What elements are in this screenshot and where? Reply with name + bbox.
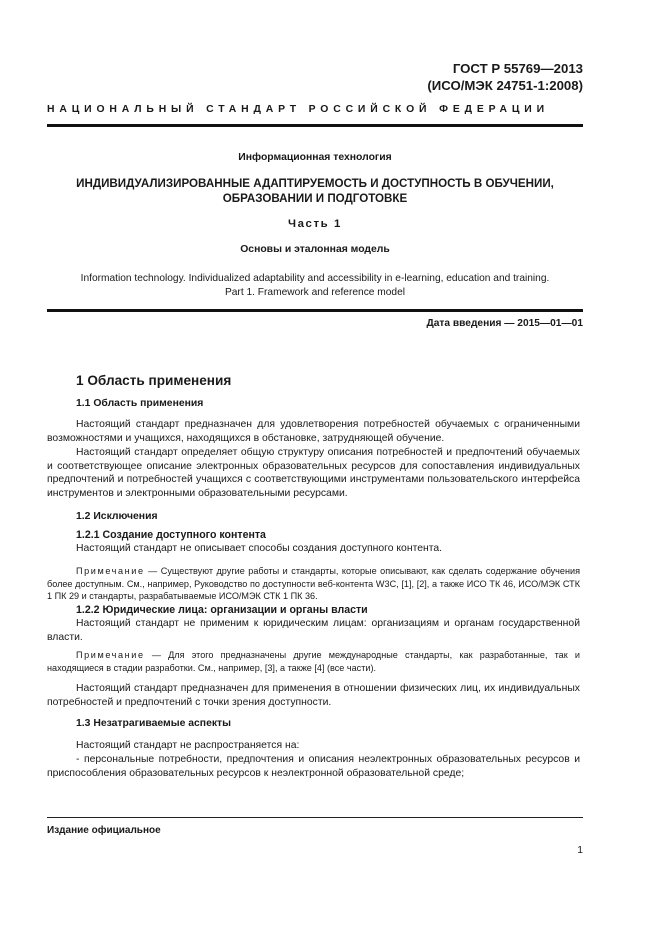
paragraph: Настоящий стандарт не применим к юридическим лицам: организациям и органам государственной власти. [47, 618, 580, 643]
section-1-3-heading: 1.3 Незатрагиваемые аспекты [76, 718, 232, 729]
edition-label: Издание официальное [47, 825, 161, 836]
part-label: Часть 1 [288, 218, 342, 230]
section-1-1-heading: 1.1 Область применения [76, 398, 204, 409]
subtitle: Основы и эталонная модель [240, 244, 390, 255]
national-standard-banner: НАЦИОНАЛЬНЫЙ СТАНДАРТ РОССИЙСКОЙ ФЕДЕРАЦИИ [47, 104, 549, 115]
note-text: — Для этого предназначены другие международные стандарты, как разработанные, так и находящиеся в стадии разработки. См., например, [3], а также [4] (все части). [47, 650, 580, 673]
note-text: — Существуют другие работы и стандарты, которые описывают, как сделать содержание обучения более доступным. См., например, Руководство по доступности веб-контента W3C, [1], [2], а также ИСО ТК 46, ИСО/МЭК СТК 1 ПК 29 и стандарты, разрабатываемые ИСО/МЭК СТК 1 ПК 36. [47, 566, 580, 601]
paragraph: Настоящий стандарт определяет общую структуру описания потребностей и предпочтений обучаемых и соответствующее описание электронных образовательных ресурсов для сопоставления индивидуальных предпочтений и потребностей учащихся с соответствующими инструментами пользовательского интерфейса инструментов и электронными образовательными ресурсами. [47, 447, 580, 499]
list-item: - персональные потребности, предпочтения и описания неэлектронных образовательных ресурсов и приспособления образовательных ресурсов к неэлектронной образовательной среде; [47, 754, 580, 779]
note-label: Примечание [76, 566, 145, 576]
note [47, 649, 580, 674]
paragraph: Настоящий стандарт не распространяется на: [76, 740, 300, 751]
section-1-2-heading: 1.2 Исключения [76, 511, 158, 522]
section-1-2-1-heading: 1.2.1 Создание доступного контента [76, 529, 266, 541]
english-title-line-2: Part 1. Framework and reference model [224, 286, 406, 298]
title-rule [47, 309, 583, 312]
paragraph: Настоящий стандарт не описывает способы создания доступного контента. [76, 543, 443, 554]
standard-code [427, 60, 583, 94]
paragraph: Настоящий стандарт предназначен для удовлетворения потребностей обучаемых с ограниченными возможностями и учащихся, находящихся в обстановке, затрудняющей обучение. [47, 419, 580, 444]
note-label: Примечание [76, 650, 145, 660]
iso-reference: (ИСО/МЭК 24751-1:2008) [427, 78, 583, 93]
title-line-2: ОБРАЗОВАНИИ И ПОДГОТОВКЕ [222, 191, 408, 205]
note [47, 565, 580, 603]
title-line-1: ИНДИВИДУАЛИЗИРОВАННЫЕ АДАПТИРУЕМОСТЬ И ДОСТУПНОСТЬ В ОБУЧЕНИИ, [76, 177, 554, 190]
section-1-heading: 1 Область применения [76, 373, 232, 388]
english-title-line-1: Information technology. Individualized adaptability and accessibility in e-learning, education and training. [80, 273, 550, 284]
introduction-date: Дата введения — 2015—01—01 [426, 318, 583, 329]
document-title [47, 177, 583, 206]
header-rule [47, 124, 583, 127]
page-number: 1 [577, 845, 583, 856]
paragraph: Настоящий стандарт предназначен для применения в отношении физических лиц, их индивидуальных потребностей и предпочтений с точки зрения доступности. [47, 683, 580, 708]
standard-number: ГОСТ Р 55769—2013 [452, 61, 583, 76]
topic-line: Информационная технология [238, 152, 392, 163]
section-1-2-2-heading: 1.2.2 Юридические лица: организации и органы власти [76, 604, 368, 616]
footer-rule [47, 817, 583, 818]
english-title [47, 272, 583, 299]
